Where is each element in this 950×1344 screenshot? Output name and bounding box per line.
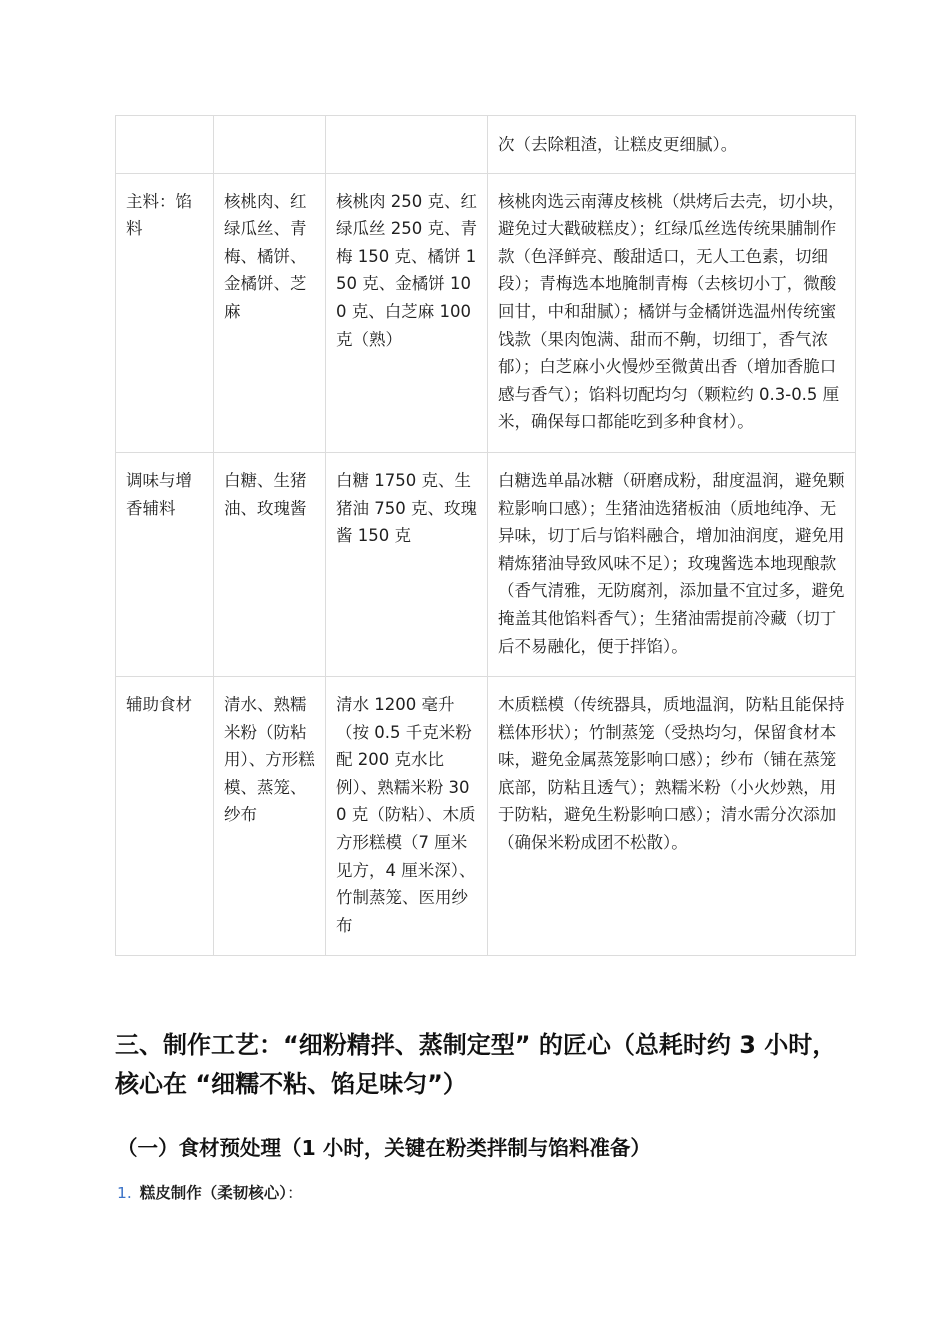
list-item-title: 糕皮制作（柔韧核心） — [139, 1184, 288, 1202]
notes-cell: 次（去除粗渣，让糕皮更细腻）。 — [488, 116, 856, 174]
amount-cell: 清水 1200 毫升（按 0.5 千克米粉配 200 克水比例）、熟糯米粉 300 克（防粘）、木质方形糕模（7 厘米见方，4 厘米深）、竹制蒸笼、医用纱布 — [326, 677, 488, 956]
table-row — [116, 173, 856, 452]
subsection-heading: （一）食材预处理（1 小时，关键在粉类拌制与馅料准备） — [117, 1136, 651, 1160]
items-cell — [214, 116, 326, 174]
amount-cell: 白糖 1750 克、生猪油 750 克、玫瑰酱 150 克 — [326, 452, 488, 676]
section-heading: 三、制作工艺：“细粉精拌、蒸制定型” 的匠心（总耗时约 3 小时，核心在 “细糯不粘、馅足味匀”） — [115, 1031, 837, 1098]
items-cell: 清水、熟糯米粉（防粘用）、方形糕模、蒸笼、纱布 — [214, 677, 326, 956]
amount-cell — [326, 116, 488, 174]
category-cell: 调味与增香辅料 — [116, 452, 214, 676]
items-cell: 白糖、生猪油、玫瑰酱 — [214, 452, 326, 676]
list-number: 1. — [117, 1184, 132, 1202]
table-row — [116, 677, 856, 956]
list-item — [117, 1181, 303, 1205]
list-item-colon: ： — [287, 1184, 303, 1202]
notes-cell: 木质糕模（传统器具，质地温润，防粘且能保持糕体形状）；竹制蒸笼（受热均匀，保留食材本味，避免金属蒸笼影响口感）；纱布（铺在蒸笼底部，防粘且透气）；熟糯米粉（小火炒熟，用于防粘，避免生粉影响口感）；清水需分次添加（确保米粉成团不松散）。 — [488, 677, 856, 956]
category-cell — [116, 116, 214, 174]
category-cell: 主料：馅料 — [116, 173, 214, 452]
ingredients-table — [115, 115, 856, 956]
table-row — [116, 116, 856, 174]
items-cell: 核桃肉、红绿瓜丝、青梅、橘饼、金橘饼、芝麻 — [214, 173, 326, 452]
notes-cell: 白糖选单晶冰糖（研磨成粉，甜度温润，避免颗粒影响口感）；生猪油选猪板油（质地纯净、无异味，切丁后与馅料融合，增加油润度，避免用精炼猪油导致风味不足）；玫瑰酱选本地现酿款（香气清雅，无防腐剂，添加量不宜过多，避免掩盖其他馅料香气）；生猪油需提前冷藏（切丁后不易融化，便于拌馅）。 — [488, 452, 856, 676]
table-row — [116, 452, 856, 676]
amount-cell: 核桃肉 250 克、红绿瓜丝 250 克、青梅 150 克、橘饼 150 克、金橘饼 100 克、白芝麻 100 克（熟） — [326, 173, 488, 452]
category-cell: 辅助食材 — [116, 677, 214, 956]
notes-cell: 核桃肉选云南薄皮核桃（烘烤后去壳，切小块，避免过大戳破糕皮）；红绿瓜丝选传统果脯制作款（色泽鲜亮、酸甜适口，无人工色素，切细段）；青梅选本地腌制青梅（去核切小丁，微酸回甘，中和甜腻）；橘饼与金橘饼选温州传统蜜饯款（果肉饱满、甜而不齁，切细丁，香气浓郁）；白芝麻小火慢炒至微黄出香（增加香脆口感与香气）；馅料切配均匀（颗粒约 0.3-0.5 厘米，确保每口都能吃到多种食材）。 — [488, 173, 856, 452]
